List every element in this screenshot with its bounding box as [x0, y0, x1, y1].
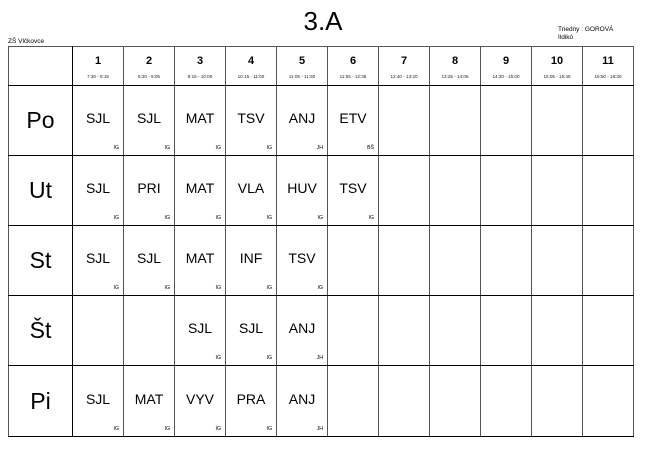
day-name: St — [9, 226, 73, 296]
period-time: 13:25 - 14:05 — [441, 74, 469, 79]
lesson-cell — [73, 366, 124, 437]
lesson-cell — [175, 156, 226, 226]
lesson-cell — [277, 296, 328, 366]
lesson-cell — [379, 226, 430, 296]
class-teacher-line1: Triedny : GOROVÁ — [558, 26, 614, 33]
lesson-subject: SJL — [85, 180, 111, 196]
period-time: 12:40 - 13:20 — [390, 74, 418, 79]
period-number: 2 — [145, 55, 153, 67]
lesson-cell — [379, 296, 430, 366]
lesson-teacher: IG — [164, 215, 170, 221]
lesson-cell — [379, 156, 430, 226]
period-header — [379, 47, 430, 86]
period-number: 7 — [400, 55, 408, 67]
school-name: ZŠ Vlčkovce — [8, 38, 45, 45]
period-header — [175, 47, 226, 86]
lesson-teacher: IG — [113, 285, 119, 291]
lesson-subject: ANJ — [288, 390, 316, 407]
period-header — [73, 47, 124, 86]
lesson-cell — [532, 296, 583, 366]
lesson-cell — [328, 156, 379, 226]
lesson-cell — [226, 366, 277, 437]
lesson-cell — [430, 156, 481, 226]
lesson-cell — [124, 366, 175, 437]
lesson-teacher: IG — [164, 145, 170, 151]
lesson-subject: ETV — [339, 110, 367, 126]
period-header — [124, 47, 175, 86]
lesson-cell — [583, 366, 634, 437]
lesson-subject: SJL — [85, 110, 111, 126]
period-time: 7:30 - 8:15 — [87, 74, 109, 79]
lesson-teacher: IG — [164, 285, 170, 291]
lesson-cell — [73, 156, 124, 226]
lesson-subject: TSV — [237, 110, 265, 126]
period-time: 9:15 - 10:00 — [187, 74, 213, 79]
period-number: 4 — [247, 55, 255, 67]
lesson-teacher: IG — [266, 145, 272, 151]
lesson-cell — [124, 156, 175, 226]
period-header-row — [9, 47, 634, 86]
lesson-cell — [430, 366, 481, 437]
lesson-cell — [73, 226, 124, 296]
lesson-subject: MAT — [185, 250, 215, 266]
lesson-teacher: JH — [316, 145, 323, 151]
timetable — [8, 46, 634, 437]
lesson-subject: MAT — [185, 180, 215, 196]
period-number: 6 — [349, 55, 357, 67]
lesson-cell — [430, 86, 481, 156]
period-header — [430, 47, 481, 86]
lesson-cell — [277, 226, 328, 296]
lesson-subject: TSV — [339, 180, 367, 196]
lesson-teacher: BŠ — [367, 145, 374, 151]
lesson-cell — [328, 226, 379, 296]
lesson-cell — [226, 86, 277, 156]
lesson-cell — [532, 226, 583, 296]
period-time: 11:55 - 12:35 — [339, 74, 367, 79]
class-teacher-line2: Ildikó — [558, 34, 574, 41]
lesson-cell — [532, 86, 583, 156]
lesson-subject: SJL — [238, 320, 264, 336]
lesson-subject: ANJ — [288, 110, 316, 126]
lesson-teacher: IG — [215, 355, 221, 361]
period-time: 15:50 - 16:30 — [594, 74, 622, 79]
lesson-teacher: IG — [215, 285, 221, 291]
lesson-cell — [226, 226, 277, 296]
lesson-teacher: IG — [113, 145, 119, 151]
lesson-subject: TSV — [288, 250, 316, 266]
lesson-cell — [277, 156, 328, 226]
lesson-teacher: IG — [317, 215, 323, 221]
lesson-cell — [175, 86, 226, 156]
lesson-subject: MAT — [134, 390, 164, 407]
period-number: 9 — [502, 55, 510, 67]
lesson-teacher: IG — [266, 215, 272, 221]
lesson-subject: SJL — [85, 250, 111, 266]
period-number: 8 — [451, 55, 459, 67]
period-time: 15:05 - 15:45 — [543, 74, 571, 79]
period-header — [583, 47, 634, 86]
period-header — [277, 47, 328, 86]
lesson-cell — [328, 296, 379, 366]
lesson-teacher: IG — [215, 145, 221, 151]
lesson-cell — [124, 226, 175, 296]
period-header — [328, 47, 379, 86]
day-name: Pi — [9, 366, 73, 437]
lesson-cell — [277, 86, 328, 156]
day-row — [9, 156, 634, 226]
lesson-cell — [583, 86, 634, 156]
lesson-cell — [175, 226, 226, 296]
lesson-teacher: JH — [316, 355, 323, 361]
lesson-cell — [124, 86, 175, 156]
lesson-teacher: IG — [113, 425, 119, 432]
lesson-cell — [481, 226, 532, 296]
lesson-cell — [430, 226, 481, 296]
lesson-cell — [379, 86, 430, 156]
lesson-teacher: IG — [215, 215, 221, 221]
period-time: 11:05 - 11:50 — [288, 74, 316, 79]
lesson-cell — [481, 86, 532, 156]
day-name: Po — [9, 86, 73, 156]
period-number: 10 — [550, 55, 564, 67]
lesson-cell — [175, 366, 226, 437]
lesson-subject: SJL — [187, 320, 213, 336]
lesson-subject: SJL — [85, 390, 111, 407]
lesson-subject: SJL — [136, 250, 162, 266]
lesson-teacher: IG — [266, 425, 272, 432]
day-row — [9, 296, 634, 366]
day-row — [9, 86, 634, 156]
period-time: 10:15 - 11:00 — [237, 74, 265, 79]
lesson-subject: VYV — [185, 390, 214, 407]
lesson-teacher: IG — [113, 215, 119, 221]
period-time: 8:20 - 9:05 — [138, 74, 160, 79]
class-title: 3.A — [303, 6, 343, 36]
lesson-cell — [175, 296, 226, 366]
lesson-cell — [583, 226, 634, 296]
lesson-cell — [532, 366, 583, 437]
period-header — [226, 47, 277, 86]
lesson-cell — [583, 296, 634, 366]
lesson-teacher: IG — [164, 425, 170, 432]
lesson-cell — [481, 156, 532, 226]
lesson-cell — [73, 86, 124, 156]
lesson-cell — [226, 156, 277, 226]
lesson-teacher: IG — [215, 425, 221, 432]
lesson-teacher: JH — [316, 425, 323, 432]
lesson-subject: MAT — [185, 110, 215, 126]
lesson-cell — [430, 296, 481, 366]
lesson-subject: VLA — [237, 180, 265, 196]
lesson-cell — [532, 156, 583, 226]
lesson-subject: SJL — [136, 110, 162, 126]
lesson-cell — [277, 366, 328, 437]
lesson-cell — [481, 366, 532, 437]
lesson-teacher: IG — [266, 285, 272, 291]
lesson-cell — [226, 296, 277, 366]
class-teacher — [558, 26, 613, 42]
lesson-cell — [73, 296, 124, 366]
lesson-cell — [124, 296, 175, 366]
lesson-teacher: IG — [266, 355, 272, 361]
day-row — [9, 226, 634, 296]
lesson-cell — [583, 156, 634, 226]
lesson-cell — [481, 296, 532, 366]
lesson-cell — [379, 366, 430, 437]
lesson-subject: INF — [239, 250, 263, 266]
lesson-teacher: IG — [368, 215, 374, 221]
lesson-subject: HUV — [287, 180, 317, 196]
lesson-teacher: IG — [317, 285, 323, 291]
day-name: Ut — [9, 156, 73, 226]
lesson-cell — [328, 366, 379, 437]
period-number: 3 — [196, 55, 204, 67]
lesson-cell — [328, 86, 379, 156]
period-time: 14:20 - 15:00 — [492, 74, 520, 79]
lesson-subject: PRI — [137, 180, 161, 196]
corner-cell — [9, 47, 73, 86]
day-name: Št — [9, 296, 73, 366]
period-header — [532, 47, 583, 86]
period-number: 11 — [602, 55, 614, 67]
period-header — [481, 47, 532, 86]
period-number: 1 — [94, 55, 102, 67]
lesson-subject: PRA — [236, 390, 266, 407]
lesson-subject: ANJ — [288, 320, 316, 336]
period-number: 5 — [298, 55, 306, 67]
day-row — [9, 366, 634, 437]
